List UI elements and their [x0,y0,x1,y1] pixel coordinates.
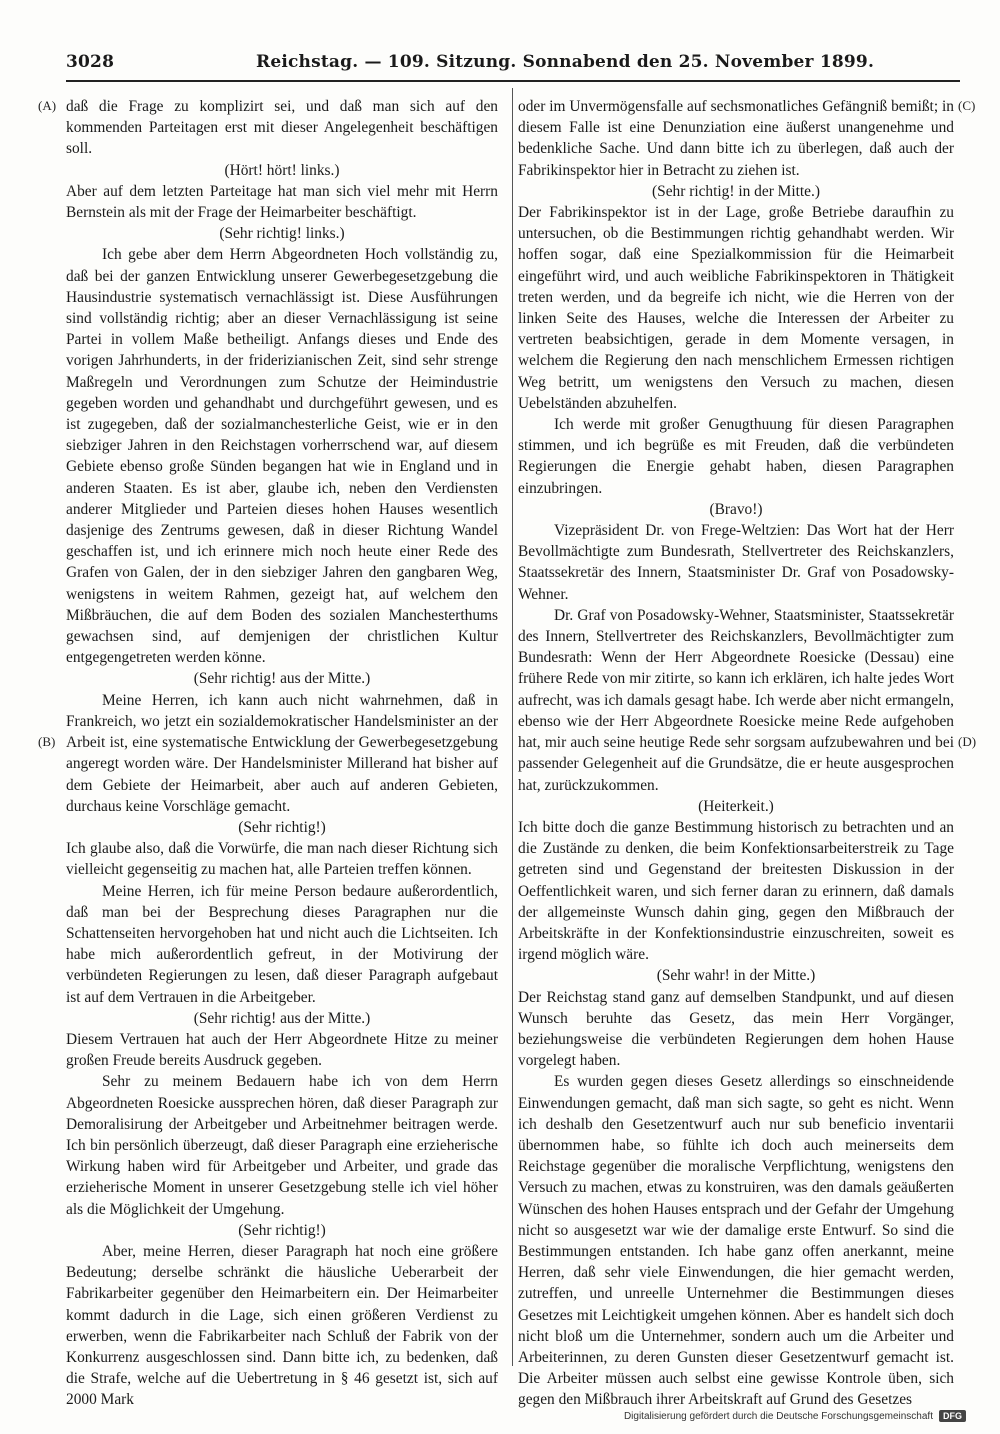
interjection: (Sehr richtig! aus der Mitte.) [193,1009,371,1027]
paragraph: daß die Frage zu komplizirt sei, und daß man sich auf den kommenden Parteitagen erst mit dieser Angelegenheit beschäftigen soll. [66,98,498,158]
paragraph: Ich bitte doch die ganze Bestimmung historisch zu betrachten und an die Zustände zu denken, die beim Konfektionsarbeiterstreik zu Tage getreten sind und Gegenstand der breitesten Diskussion in der Oeffentlichkeit waren, und sich ferner daran zu erinnern, daß damals der allgemeinste Wunsch dahin ging, gegen den Mißbrauch der Arbeitskräfte in der Konfektionsindustrie einzuschreiten, soweit es irgend möglich wäre. [518,818,954,964]
paragraph: Meine Herren, ich für meine Person bedaure außerordentlich, daß man bei der Besprechung dieses Paragraphen nur die Schattenseiten hervorgehoben hat und nicht auch die Lichtseiten. Ich habe mich außerordentlich gefreut, in der Motivirung der verbündeten Regierungen zu lesen, daß dieser Paragraph aufgebaut ist auf dem Vertrauen in die Arbeitgeber. [66,882,498,1006]
dfg-logo: DFG [939,1410,966,1422]
paragraph: Es wurden gegen dieses Gesetz allerdings so einschneidende Einwendungen gemacht, daß man sich sagte, so geht es nicht. Wenn ich deshalb den Gesetzentwurf auch nur sub beneficio inventarii übernommen habe, so fühlte ich doch auch meinerseits dem Reichstage gegenüber die moralische Verpflichtung, wenigstens den Versuch zu machen, etwas zu konstruiren, was den damals geäußerten Wünschen des hohen Hauses entsprach und der Gefahr der Umgehung nicht so ausgesetzt war wie der damalige erste Entwurf. So sind die Bestimmungen entstanden. Ich habe ganz offen anerkannt, meine Herren, daß sehr viele Einwendungen, die hier gemacht werden, zutreffen, und unreelle Unternehmer die Bestimmungen dieses Gesetzes mit Leichtigkeit umgehen können. Aber es handelt sich doch nicht bloß um die Unternehmer, sondern auch um die Arbeiter und Arbeiterinnen, zu deren Gunsten dieser Gesetzentwurf gemacht ist. Die Arbeiter müssen auch selbst eine gewisse Kontrole üben, sich gegen den Mißbrauch ihrer Arbeitskraft auf Grund des Gesetzes [518,1073,954,1409]
interjection: (Sehr richtig! in der Mitte.) [652,182,820,200]
paragraph: Diesem Vertrauen hat auch der Herr Abgeordnete Hitze zu meiner großen Freude bereits Ausdruck gegeben. [66,1030,498,1070]
paragraph: Dr. Graf von Posadowsky-Wehner, Staatsminister, Staatssekretär des Innern, Stellvertreter des Reichskanzlers, Bevollmächtigter zum Bundesrath: Wenn der Herr Abgeordnete Roesicke (Dessau) eine frühere Rede von mir zitirte, so kann ich erklären, ich halte jedes Wort aufrecht, was ich damals gesagt habe. Ich werde aber nicht ermangeln, ebenso wie der Herr Abgeordnete Roesicke meine Rede aufgehoben hat, mir auch seine heutige Rede sehr sorgsam aufzubewahren und bei passender Gelegenheit auf die Grundsätze, die er heute ausgesprochen hat, zurückzukommen. [518,606,954,794]
paragraph: Meine Herren, ich kann auch nicht wahrnehmen, daß in Frankreich, wo jetzt ein sozialdemokratischer Handelsminister an der Arbeit ist, eine systematische Entwicklung der Gewerbegesetzgebung angeregt worden wäre. Der Handelsminister Millerand hat bisher auf dem Gebiete der Heimarbeit, aber auch auf anderen Gebieten, durchaus keine Vorschläge gemacht. [66,691,498,815]
left-column [66,96,498,1411]
header-rule [66,80,960,82]
page-header [66,48,960,78]
interjection: (Sehr richtig! links.) [219,225,345,243]
interjection: (Sehr wahr! in der Mitte.) [656,967,816,985]
interjection: (Hört! hört! links.) [224,161,340,179]
margin-marker-d: (D) [958,734,977,749]
interjection: (Bravo!) [709,500,763,518]
paragraph: Aber auf dem letzten Parteitage hat man sich viel mehr mit Herrn Bernstein als mit der Frage der Heimarbeiter beschäftigt. [66,182,498,222]
paragraph: Aber, meine Herren, dieser Paragraph hat noch eine größere Bedeutung; derselbe schränkt die häusliche Ueberarbeit der Fabrikarbeiter gegenüber den Heimarbeitern ein. Der Heimarbeiter kommt dadurch in die Lage, sich einen größeren Verdienst zu erwerben, wenn die Fabrikarbeiter nach Schluß der Fabrik von der Konkurrenz ausgeschlossen sind. Dann bitte ich, zu bedenken, daß die Strafe, welche auf die Uebertretung in § 46 gesetzt ist, sich auf 2000 Mark [66,1242,498,1409]
right-column [518,96,954,1411]
margin-marker-c: (C) [958,98,976,113]
margin-marker-a: (A) [38,98,57,113]
page-title: Reichstag. — 109. Sitzung. Sonnabend den 25. November 1899. [256,52,875,72]
paragraph: Der Fabrikinspektor ist in der Lage, große Betriebe daraufhin zu untersuchen, ob die Bestimmungen richtig gehandhabt werden. Wir hoffen sogar, daß eine Spezialkommission für die Heimarbeit eingeführt wird, und auch weibliche Fabrikinspektoren in Thätigkeit treten werden, und da begreife ich nicht, wie die Herren von der linken Seite des Hauses, welche die Interessen der Arbeiter zu vertreten beabsichtigen, gerade in dem Momente versagen, in welchem die Regierung den nach menschlichem Ermessen richtigen Weg betritt, um wenigstens den Versuch zu machen, diesen Uebelständen abzuhelfen. [518,204,954,412]
interjection: (Sehr richtig! aus der Mitte.) [193,670,371,688]
interjection: (Sehr richtig!) [238,818,326,836]
interjection: (Sehr richtig!) [238,1221,326,1239]
paragraph: Ich werde mit großer Genugthuung für diesen Paragraphen stimmen, und ich begrüße es mit Freuden, daß die verbündeten Regierungen die Energie gehabt haben, diesen Paragraphen einzubringen. [518,416,954,497]
column-divider [512,88,513,1366]
paragraph: Vizepräsident Dr. von Frege-Weltzien: Das Wort hat der Herr Bevollmächtigte zum Bundesrath, Stellvertreter des Reichskanzlers, Staatssekretär des Innern, Staatsminister Dr. Graf von Posadowsky-Wehner. [518,522,954,603]
page-number: 3028 [66,52,115,72]
paragraph: Ich glaube also, daß die Vorwürfe, die man nach dieser Richtung sich vielleicht gegenseitig zu machen hat, alle Parteien treffen können. [66,840,498,879]
footer-text: Digitalisierung gefördert durch die Deutsche Forschungsgemeinschaft [623,1410,933,1422]
paragraph: Der Reichstag stand ganz auf demselben Standpunkt, und auf diesen Wunsch beruhte das Gesetz, das mein Herr Vorgänger, beziehungsweise die verbündeten Regierungen dem hohen Hause vorgelegt haben. [518,988,954,1070]
paragraph: oder im Unvermögensfalle auf sechsmonatliches Gefängniß bemißt; in diesem Falle ist eine Denunziation eine äußerst unangenehme und bedenkliche Sache. Und dann bitte ich zu überlegen, daß auch der Fabrikinspektor hier in Betracht zu ziehen ist. [518,98,954,179]
interjection: (Heiterkeit.) [698,797,774,815]
paragraph: Ich gebe aber dem Herrn Abgeordneten Hoch vollständig zu, daß bei der ganzen Entwicklung unserer Gewerbegesetzgebung die Hausindustrie systematisch vernachlässigt ist. Diese Ausführungen sind vollständig richtig; aber an dieser Vernachlässigung ist seine Partei in vollem Maße betheiligt. Anfangs dieses und Ende des vorigen Jahrhunderts, in der friderizianischen Zeit, sind sehr strenge Maßregeln und Verordnungen zum Schutze der Heimindustrie gegeben worden und gehandhabt und durchgeführt gewesen, und es ist zugegeben, daß der sozialmanchesterliche Geist, wie er in den siebziger Jahren in den Reichstagen vorherrschend war, auf diesem Gebiete ebenso große Sünden begangen hat wie in England und in anderen Staaten. Es ist aber, glaube ich, neben den Verdiensten anderer Mitglieder und Parteien dieses hohen Hauses wesentlich dasjenige des Zentrums gewesen, daß in dieser Richtung Wandel geschaffen ist, und ich erinnere mich noch heute einer Rede des Grafen von Galen, der in den siebziger Jahren den gangbaren Weg, wenigstens in weitem Rahmen, gezeigt hat, auf welchem den Mißbräuchen, die auf dem Boden des sozialen Manchesterthums gewachsen sind, auf demjenigen der christlichen Kultur entgegengetreten werden könne. [66,246,498,667]
margin-marker-b: (B) [38,734,56,749]
footer [624,1410,966,1422]
paragraph: Sehr zu meinem Bedauern habe ich von dem Herrn Abgeordneten Roesicke aussprechen hören, daß dieser Paragraph zur Demoralisirung der Arbeitgeber und Arbeitnehmer beitragen werde. Ich bin persönlich überzeugt, daß dieser Paragraph eine erzieherische Wirkung haben wird für Arbeitgeber und Arbeiter, und grade das erzieherische Moment in unserer Gesetzgebung stelle ich viel höher als die Möglichkeit der Umgehung. [66,1073,498,1218]
